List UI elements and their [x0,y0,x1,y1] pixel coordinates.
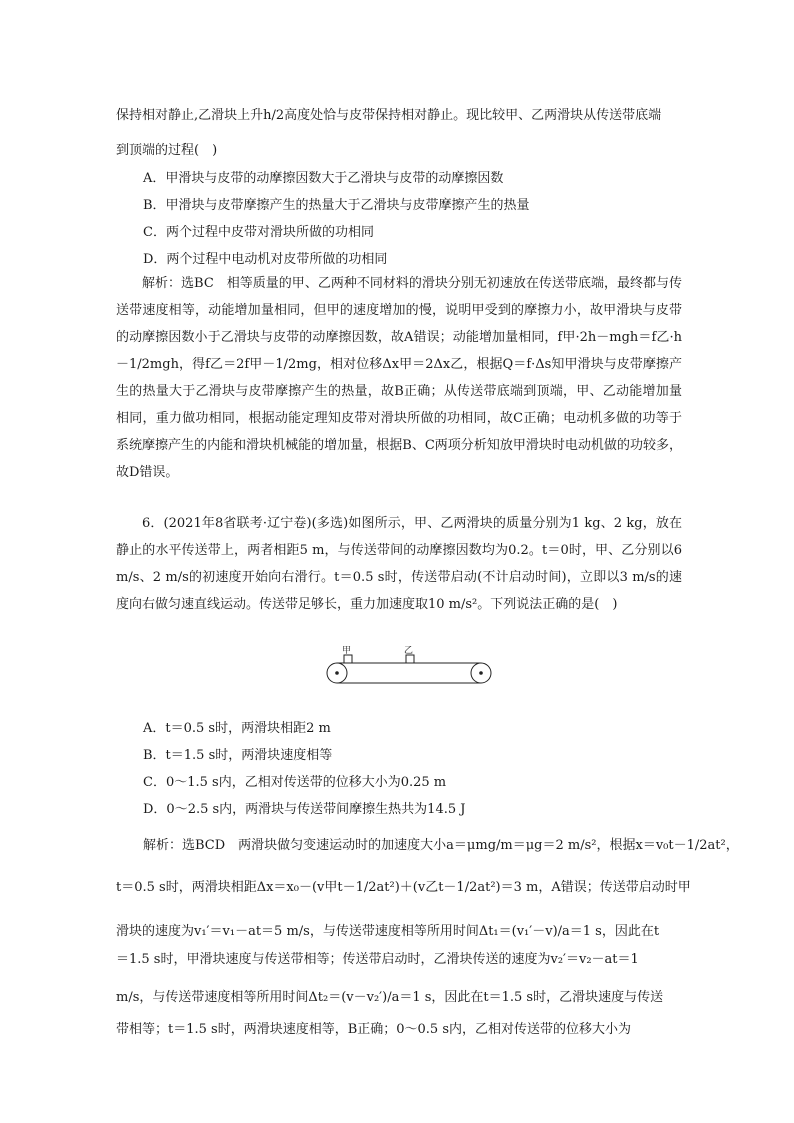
q6-option-c: C．0～1.5 s内，乙相对传送带的位移大小为0.25 m [143,775,447,790]
q6-option-b: B．t＝1.5 s时，两滑块速度相等 [143,748,333,763]
q5-option-c: C．两个过程中皮带对滑块所做的功相同 [143,225,374,240]
conveyor-belt-diagram [326,646,492,690]
q6-option-d: D．0～2.5 s内，两滑块与传送带间摩擦生热共为14.5 J [143,802,466,817]
q5-option-d: D．两个过程中电动机对皮带所做的功相同 [143,252,388,267]
q6-stem: 6．(2021年8省联考·辽宁卷)(多选)如图所示，甲、乙两滑块的质量分别为1 kg、2 kg，放在静止的水平传送带上，两者相距5 m，与传送带间的动摩擦因数均为0.2。t＝0时，甲、乙分别以6 m/s、2 m/s的初速度开始向右滑行。t＝0.5 s时，传送带启动(不计启动时间)，立即以3 m/s的速度向右做匀速直线运动。传送带足够长，重力加速度取10 m/s²。下列说法正确的是( ) [116,516,682,612]
q5-option-b: B．甲滑块与皮带摩擦产生的热量大于乙滑块与皮带摩擦产生的热量 [143,198,530,213]
q6-solution-line-2: t＝0.5 s时，两滑块相距Δx＝x₀－(v甲t－1/2at²)＋(v乙t－1/2at²)＝3 m，A错误；传送带启动时甲 [116,880,691,895]
block-jia-label: 甲 [342,646,352,656]
q6-solution-line-3: 滑块的速度为v₁′＝v₁－at＝5 m/s，与传送带速度相等所用时间Δt₁＝(v₁′－v)/a＝1 s，因此在t [116,924,660,939]
block-yi-label: 乙 [404,646,414,656]
q6-option-a: A．t＝0.5 s时，两滑块相距2 m [143,721,331,736]
block-yi [406,655,414,663]
q5-stem-line-2: 到顶端的过程( ) [116,143,218,158]
block-jia [344,655,352,663]
conveyor-belt [327,663,491,683]
q6-solution-line-4: ＝1.5 s时，甲滑块速度与传送带相等；传送带启动时，乙滑块传送的速度为v₂′＝v₂－at＝1 [116,952,639,967]
q6-solution-line-6: 带相等；t＝1.5 s时，两滑块速度相等，B正确；0～0.5 s内，乙相对传送带的位移大小为 [116,1022,632,1037]
q5-solution: 解析：选BC 相等质量的甲、乙两种不同材料的滑块分别无初速放在传送带底端，最终都与传送带速度相等，动能增加量相同，但甲的速度增加的慢，说明甲受到的摩擦力小，故甲滑块与皮带的动摩擦因数小于乙滑块与皮带的动摩擦因数，故A错误；动能增加量相同，f甲·2h－mgh＝f乙·h－1/2mgh，得f乙＝2f甲－1/2mg，相对位移Δx甲＝2Δx乙，根据Q＝f·Δs知甲滑块与皮带摩擦产生的热量大于乙滑块与皮带摩擦产生的热量，故B正确；从传送带底端到顶端，甲、乙动能增加量相同，重力做功相同，根据动能定理知皮带对滑块所做的功相同，故C正确；电动机多做的功等于系统摩擦产生的内能和滑块机械能的增加量，根据B、C两项分析知放甲滑块时电动机做的功较多，故D错误。 [116,276,682,480]
q5-option-a: A．甲滑块与皮带的动摩擦因数大于乙滑块与皮带的动摩擦因数 [143,171,504,186]
q6-solution-line-1: 解析：选BCD 两滑块做匀变速运动时的加速度大小a＝μmg/m＝μg＝2 m/s²，根据x＝v₀t－1/2at²， [143,838,739,853]
q6-solution-line-5: m/s，与传送带速度相等所用时间Δt₂＝(v－v₂′)/a＝1 s，因此在t＝1.5 s时，乙滑块速度与传送 [116,990,664,1005]
q5-stem-line-1: 保持相对静止,乙滑块上升h/2高度处恰与皮带保持相对静止。现比较甲、乙两滑块从传送带底端 [116,108,662,123]
